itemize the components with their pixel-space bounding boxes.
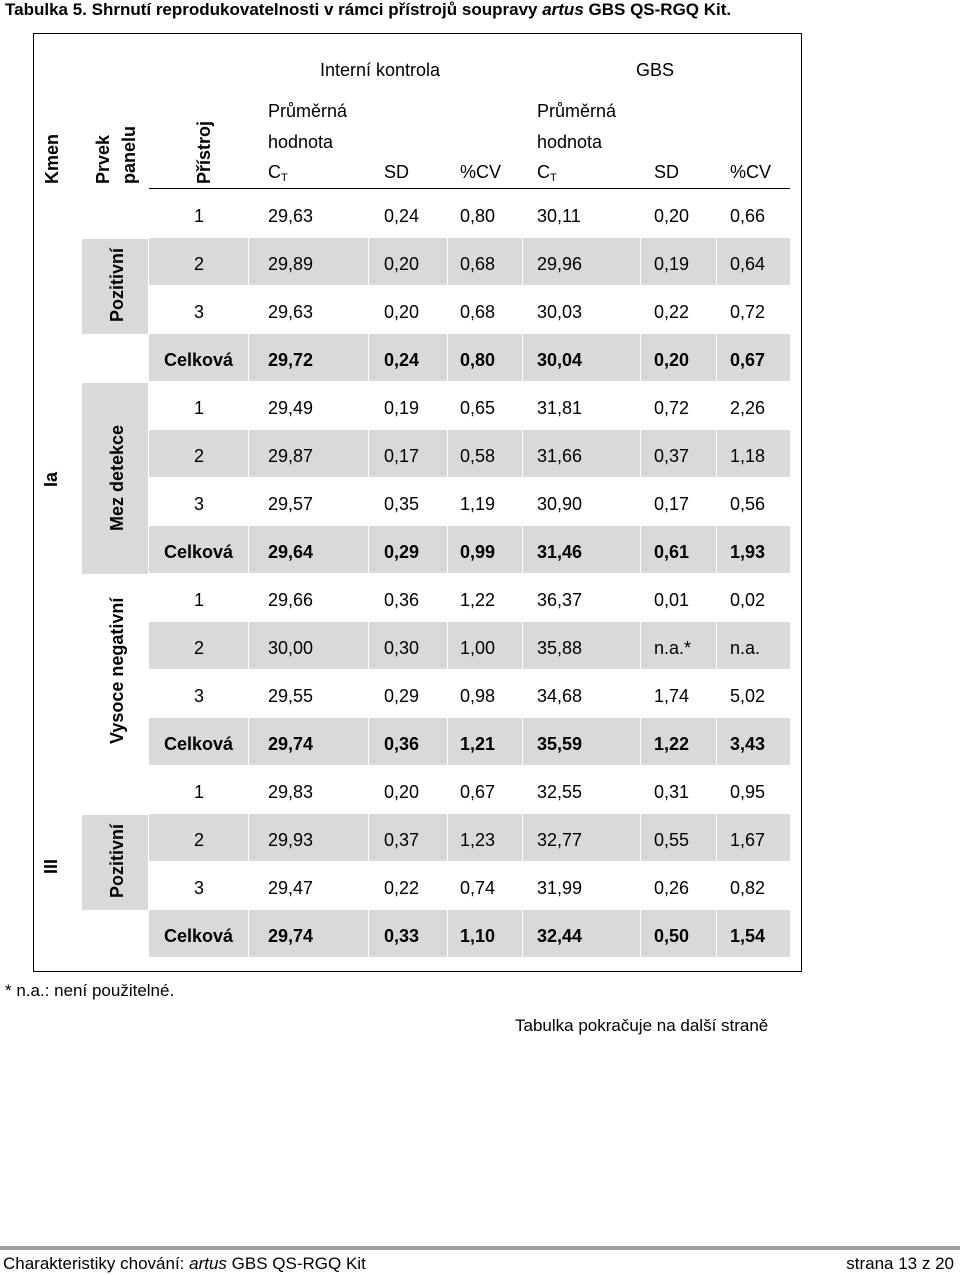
header-internal-control: Interní kontrola xyxy=(320,60,441,80)
header-ic-avg-1: Průměrná xyxy=(268,101,348,121)
panel-label-3: Vysoce negativní xyxy=(107,597,127,744)
column-separator xyxy=(248,910,249,957)
value-cell: 0,36 xyxy=(384,734,420,754)
column-separator xyxy=(522,910,523,957)
value-cell: 1,23 xyxy=(460,830,496,850)
column-separator xyxy=(640,526,641,573)
value-cell: 29,74 xyxy=(268,926,314,946)
column-separator xyxy=(447,622,448,669)
value-cell: 29,63 xyxy=(268,302,314,322)
value-cell: 29,47 xyxy=(268,878,314,898)
column-separator xyxy=(447,910,448,957)
header-gbs-ct: $C_T$ xyxy=(537,162,557,184)
value-cell: 0,56 xyxy=(730,494,766,514)
column-separator xyxy=(640,718,641,765)
value-cell: 0,30 xyxy=(384,638,420,658)
table-caption: Tabulka 5. Shrnutí reprodukovatelnosti v rámci přístrojů soupravy artus GBS QS-RGQ Kit. xyxy=(5,0,732,19)
value-cell: 0,66 xyxy=(730,206,766,226)
value-cell: 0,82 xyxy=(730,878,766,898)
value-cell: 29,93 xyxy=(268,830,314,850)
page-number: strana 13 z 20 xyxy=(846,1254,954,1273)
panel-label-1: Pozitivní xyxy=(107,247,127,322)
column-separator xyxy=(447,238,448,285)
header-gbs-avg-1: Průměrná xyxy=(537,101,617,121)
value-cell: 29,74 xyxy=(268,734,314,754)
column-separator xyxy=(522,814,523,861)
column-separator xyxy=(368,718,369,765)
value-cell: 0,95 xyxy=(730,782,766,802)
value-cell: 2,26 xyxy=(730,398,766,418)
value-cell: 29,49 xyxy=(268,398,314,418)
column-separator xyxy=(640,334,641,381)
value-cell: n.a. xyxy=(730,638,761,658)
continued-note: Tabulka pokračuje na další straně xyxy=(515,1016,769,1035)
header-pristroj: Přístroj xyxy=(194,120,214,184)
column-separator xyxy=(368,814,369,861)
value-cell: 0,67 xyxy=(460,782,496,802)
column-separator xyxy=(248,430,249,477)
value-cell: n.a.* xyxy=(654,638,692,658)
column-separator xyxy=(368,238,369,285)
value-cell: 0,24 xyxy=(384,206,420,226)
value-cell: 0,99 xyxy=(460,542,496,562)
column-separator xyxy=(716,622,717,669)
value-cell: 29,57 xyxy=(268,494,314,514)
column-separator xyxy=(248,718,249,765)
value-cell: 0,17 xyxy=(384,446,420,466)
value-cell: 1,22 xyxy=(460,590,496,610)
column-separator xyxy=(248,334,249,381)
value-cell: 0,20 xyxy=(654,206,690,226)
column-separator xyxy=(716,910,717,957)
column-separator xyxy=(716,718,717,765)
value-cell: 1,18 xyxy=(730,446,766,466)
value-cell: 0,01 xyxy=(654,590,690,610)
column-separator xyxy=(522,718,523,765)
value-cell: 31,99 xyxy=(537,878,583,898)
column-separator xyxy=(716,238,717,285)
value-cell: 1,21 xyxy=(460,734,496,754)
value-cell: 34,68 xyxy=(537,686,583,706)
column-separator xyxy=(522,622,523,669)
value-cell: 32,44 xyxy=(537,926,583,946)
column-separator xyxy=(716,814,717,861)
value-cell: 0,98 xyxy=(460,686,496,706)
instrument-cell: 1 xyxy=(194,398,205,418)
value-cell: 30,11 xyxy=(537,206,581,226)
value-cell: 0,26 xyxy=(654,878,690,898)
value-cell: 29,83 xyxy=(268,782,314,802)
header-rule xyxy=(149,188,790,189)
instrument-cell: 1 xyxy=(194,782,205,802)
column-separator xyxy=(447,718,448,765)
value-cell: 0,24 xyxy=(384,350,420,370)
value-cell: 1,54 xyxy=(730,926,766,946)
value-cell: 0,65 xyxy=(460,398,496,418)
column-separator xyxy=(368,334,369,381)
panel-label-2: Mez detekce xyxy=(107,424,127,531)
header-gbs-sd: SD xyxy=(654,162,680,182)
value-cell: 1,67 xyxy=(730,830,766,850)
column-separator xyxy=(368,910,369,957)
column-separator xyxy=(248,526,249,573)
header-prvek-1: Prvek xyxy=(93,134,113,184)
column-separator xyxy=(522,430,523,477)
value-cell: 0,17 xyxy=(654,494,690,514)
header-ic-cv: %CV xyxy=(460,162,502,182)
value-cell: 29,89 xyxy=(268,254,314,274)
value-cell: 0,33 xyxy=(384,926,420,946)
value-cell: 30,90 xyxy=(537,494,583,514)
value-cell: 0,20 xyxy=(384,254,420,274)
column-separator xyxy=(368,526,369,573)
column-separator xyxy=(640,622,641,669)
value-cell: 0,80 xyxy=(460,350,496,370)
instrument-cell: Celková xyxy=(164,542,234,562)
value-cell: 3,43 xyxy=(730,734,766,754)
value-cell: 30,00 xyxy=(268,638,314,658)
value-cell: 0,19 xyxy=(654,254,690,274)
panel-label-4: Pozitivní xyxy=(107,823,127,898)
value-cell: 0,72 xyxy=(730,302,766,322)
instrument-cell: 2 xyxy=(194,254,205,274)
instrument-cell: Celková xyxy=(164,734,234,754)
value-cell: 0,35 xyxy=(384,494,420,514)
column-separator xyxy=(716,526,717,573)
column-separator xyxy=(716,334,717,381)
value-cell: 0,72 xyxy=(654,398,690,418)
strain-label-iii: III xyxy=(41,858,61,874)
value-cell: 0,29 xyxy=(384,686,420,706)
value-cell: 5,02 xyxy=(730,686,766,706)
value-cell: 32,77 xyxy=(537,830,583,850)
column-separator xyxy=(447,334,448,381)
value-cell: 36,37 xyxy=(537,590,583,610)
instrument-cell: 2 xyxy=(194,830,205,850)
value-cell: 35,59 xyxy=(537,734,583,754)
value-cell: 30,03 xyxy=(537,302,583,322)
value-cell: 1,00 xyxy=(460,638,496,658)
value-cell: 31,66 xyxy=(537,446,583,466)
value-cell: 0,80 xyxy=(460,206,496,226)
instrument-cell: 2 xyxy=(194,638,205,658)
instrument-cell: 1 xyxy=(194,206,205,226)
column-separator xyxy=(447,526,448,573)
footer-title: Charakteristiky chování: artus GBS QS-RGQ Kit xyxy=(3,1254,366,1273)
value-cell: 0,22 xyxy=(384,878,420,898)
value-cell: 0,58 xyxy=(460,446,496,466)
column-separator xyxy=(522,526,523,573)
column-separator xyxy=(368,622,369,669)
header-kmen: Kmen xyxy=(42,133,62,184)
column-separator xyxy=(447,430,448,477)
header-ic-sd: SD xyxy=(384,162,410,182)
value-cell: 31,46 xyxy=(537,542,583,562)
value-cell: 0,36 xyxy=(384,590,420,610)
footer-rule xyxy=(0,1246,960,1250)
value-cell: 0,19 xyxy=(384,398,420,418)
value-cell: 30,04 xyxy=(537,350,583,370)
value-cell: 29,87 xyxy=(268,446,314,466)
value-cell: 0,20 xyxy=(654,350,690,370)
column-separator xyxy=(447,814,448,861)
value-cell: 1,10 xyxy=(460,926,496,946)
value-cell: 0,55 xyxy=(654,830,690,850)
header-gbs: GBS xyxy=(636,60,675,80)
column-separator xyxy=(716,430,717,477)
instrument-cell: 3 xyxy=(194,302,205,322)
column-separator xyxy=(522,334,523,381)
instrument-cell: 3 xyxy=(194,686,205,706)
value-cell: 35,88 xyxy=(537,638,583,658)
instrument-cell: 2 xyxy=(194,446,205,466)
value-cell: 32,55 xyxy=(537,782,583,802)
instrument-cell: Celková xyxy=(164,926,234,946)
value-cell: 0,74 xyxy=(460,878,496,898)
header-prvek-2: panelu xyxy=(119,125,139,184)
column-separator xyxy=(368,430,369,477)
column-separator xyxy=(640,430,641,477)
strain-label-ia: Ia xyxy=(41,471,61,487)
value-cell: 29,64 xyxy=(268,542,314,562)
value-cell: 29,96 xyxy=(537,254,583,274)
value-cell: 29,55 xyxy=(268,686,314,706)
instrument-cell: 3 xyxy=(194,878,205,898)
value-cell: 0,50 xyxy=(654,926,690,946)
column-separator xyxy=(640,238,641,285)
value-cell: 29,63 xyxy=(268,206,314,226)
instrument-cell: Celková xyxy=(164,350,234,370)
column-separator xyxy=(248,238,249,285)
value-cell: 0,22 xyxy=(654,302,690,322)
value-cell: 29,66 xyxy=(268,590,314,610)
value-cell: 0,31 xyxy=(654,782,690,802)
column-separator xyxy=(640,910,641,957)
value-cell: 0,64 xyxy=(730,254,766,274)
column-separator xyxy=(248,814,249,861)
value-cell: 0,20 xyxy=(384,782,420,802)
value-cell: 0,68 xyxy=(460,302,496,322)
column-separator xyxy=(640,814,641,861)
value-cell: 0,20 xyxy=(384,302,420,322)
value-cell: 0,37 xyxy=(384,830,420,850)
value-cell: 0,67 xyxy=(730,350,766,370)
value-cell: 31,81 xyxy=(537,398,583,418)
header-ic-ct: $C_T$ xyxy=(268,162,288,184)
value-cell: 1,19 xyxy=(460,494,496,514)
column-separator xyxy=(248,622,249,669)
value-cell: 1,93 xyxy=(730,542,766,562)
instrument-cell: 1 xyxy=(194,590,205,610)
value-cell: 0,37 xyxy=(654,446,690,466)
value-cell: 1,22 xyxy=(654,734,690,754)
value-cell: 1,74 xyxy=(654,686,690,706)
footnote: * n.a.: není použitelné. xyxy=(5,981,175,1000)
header-gbs-cv: %CV xyxy=(730,162,772,182)
column-separator xyxy=(522,238,523,285)
value-cell: 0,61 xyxy=(654,542,690,562)
header-gbs-avg-2: hodnota xyxy=(537,132,603,152)
value-cell: 29,72 xyxy=(268,350,314,370)
header-ic-avg-2: hodnota xyxy=(268,132,334,152)
value-cell: 0,68 xyxy=(460,254,496,274)
instrument-cell: 3 xyxy=(194,494,205,514)
value-cell: 0,02 xyxy=(730,590,766,610)
value-cell: 0,29 xyxy=(384,542,420,562)
